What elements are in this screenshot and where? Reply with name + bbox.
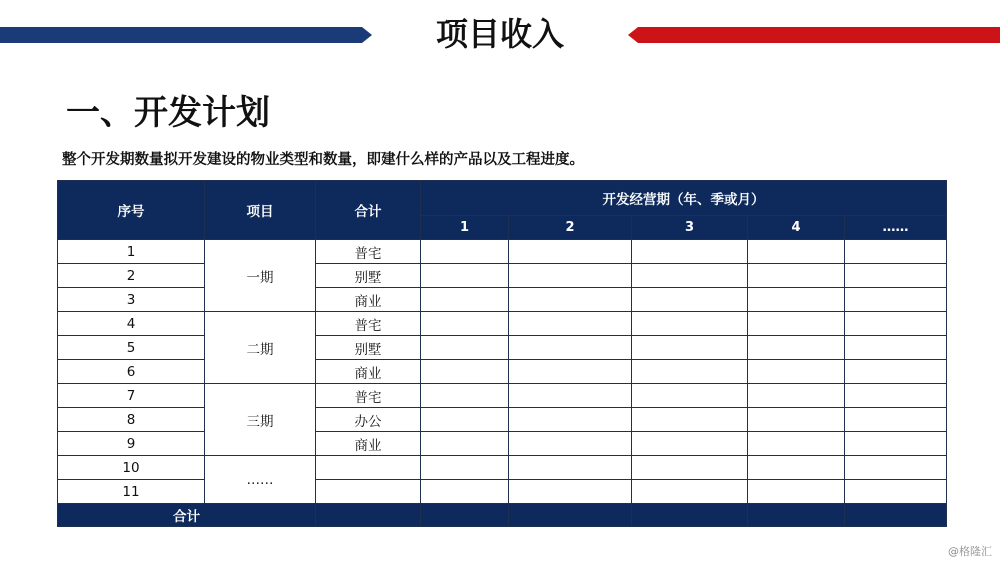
row-index: 10 <box>58 456 205 480</box>
period-cell <box>632 360 748 384</box>
period-cell <box>632 312 748 336</box>
period-cell <box>748 360 845 384</box>
property-type: 商业 <box>316 360 421 384</box>
period-cell <box>632 336 748 360</box>
period-cell <box>632 456 748 480</box>
period-cell <box>748 240 845 264</box>
row-index: 2 <box>58 264 205 288</box>
decorative-bar-left <box>0 27 372 43</box>
property-type: 普宅 <box>316 312 421 336</box>
table-row <box>58 288 947 312</box>
row-index: 4 <box>58 312 205 336</box>
period-cell <box>748 456 845 480</box>
table-row <box>58 360 947 384</box>
property-type <box>316 456 421 480</box>
total-label: 合计 <box>58 504 316 527</box>
period-cell <box>845 240 947 264</box>
period-cell <box>509 288 632 312</box>
header-period-2: 2 <box>509 216 632 240</box>
period-cell <box>421 360 509 384</box>
period-cell <box>421 408 509 432</box>
total-cell <box>509 504 632 527</box>
phase-name: 三期 <box>205 384 316 456</box>
period-cell <box>421 288 509 312</box>
decorative-bar-right <box>628 27 1000 43</box>
row-index: 5 <box>58 336 205 360</box>
row-index: 8 <box>58 408 205 432</box>
period-cell <box>509 456 632 480</box>
phase-name: 二期 <box>205 312 316 384</box>
period-cell <box>509 264 632 288</box>
period-cell <box>509 360 632 384</box>
header-period-group: 开发经营期（年、季或月） <box>421 181 947 216</box>
period-cell <box>421 456 509 480</box>
property-type: 普宅 <box>316 384 421 408</box>
property-type: 别墅 <box>316 264 421 288</box>
property-type: 别墅 <box>316 336 421 360</box>
property-type <box>316 480 421 504</box>
row-index: 7 <box>58 384 205 408</box>
period-cell <box>748 480 845 504</box>
table-row <box>58 312 947 336</box>
header-project: 项目 <box>205 181 316 240</box>
period-cell <box>632 432 748 456</box>
total-row <box>58 504 947 527</box>
table-row <box>58 480 947 504</box>
period-cell <box>421 240 509 264</box>
period-cell <box>845 480 947 504</box>
table-row <box>58 336 947 360</box>
period-cell <box>509 384 632 408</box>
section-title: 一、开发计划 <box>66 93 270 133</box>
period-cell <box>509 312 632 336</box>
period-cell <box>845 432 947 456</box>
header-period-1: 1 <box>421 216 509 240</box>
period-cell <box>748 264 845 288</box>
period-cell <box>632 408 748 432</box>
table-row <box>58 240 947 264</box>
period-cell <box>748 288 845 312</box>
watermark: @格隆汇 <box>948 545 992 558</box>
period-cell <box>845 456 947 480</box>
period-cell <box>509 432 632 456</box>
period-cell <box>632 480 748 504</box>
table-row <box>58 384 947 408</box>
period-cell <box>845 264 947 288</box>
period-cell <box>748 384 845 408</box>
property-type: 办公 <box>316 408 421 432</box>
property-type: 商业 <box>316 432 421 456</box>
row-index: 3 <box>58 288 205 312</box>
period-cell <box>845 288 947 312</box>
period-cell <box>509 240 632 264</box>
total-cell <box>421 504 509 527</box>
header-period-more: …… <box>845 216 947 240</box>
table-row <box>58 456 947 480</box>
property-type: 商业 <box>316 288 421 312</box>
table-row <box>58 432 947 456</box>
period-cell <box>748 336 845 360</box>
header-total: 合计 <box>316 181 421 240</box>
period-cell <box>632 240 748 264</box>
period-cell <box>421 312 509 336</box>
header-index: 序号 <box>58 181 205 240</box>
header-period-4: 4 <box>748 216 845 240</box>
period-cell <box>845 408 947 432</box>
period-cell <box>845 360 947 384</box>
total-cell <box>748 504 845 527</box>
period-cell <box>509 408 632 432</box>
table-header-row <box>58 181 947 216</box>
period-cell <box>421 264 509 288</box>
property-type: 普宅 <box>316 240 421 264</box>
row-index: 9 <box>58 432 205 456</box>
period-cell <box>421 336 509 360</box>
period-cell <box>748 312 845 336</box>
table-row <box>58 408 947 432</box>
period-cell <box>421 384 509 408</box>
section-subtitle: 整个开发期数量拟开发建设的物业类型和数量，即建什么样的产品以及工程进度。 <box>62 152 584 168</box>
period-cell <box>845 336 947 360</box>
total-cell <box>632 504 748 527</box>
period-cell <box>845 312 947 336</box>
period-cell <box>632 384 748 408</box>
row-index: 1 <box>58 240 205 264</box>
total-cell <box>316 504 421 527</box>
period-cell <box>509 480 632 504</box>
period-cell <box>421 480 509 504</box>
header-period-3: 3 <box>632 216 748 240</box>
phase-name: 一期 <box>205 240 316 312</box>
total-cell <box>845 504 947 527</box>
development-plan-table <box>57 180 947 527</box>
period-cell <box>421 432 509 456</box>
period-cell <box>845 384 947 408</box>
table-row <box>58 264 947 288</box>
period-cell <box>632 288 748 312</box>
period-cell <box>632 264 748 288</box>
row-index: 6 <box>58 360 205 384</box>
period-cell <box>748 408 845 432</box>
slide-title: 项目收入 <box>435 15 564 53</box>
row-index: 11 <box>58 480 205 504</box>
period-cell <box>748 432 845 456</box>
phase-name: …… <box>205 456 316 504</box>
period-cell <box>509 336 632 360</box>
